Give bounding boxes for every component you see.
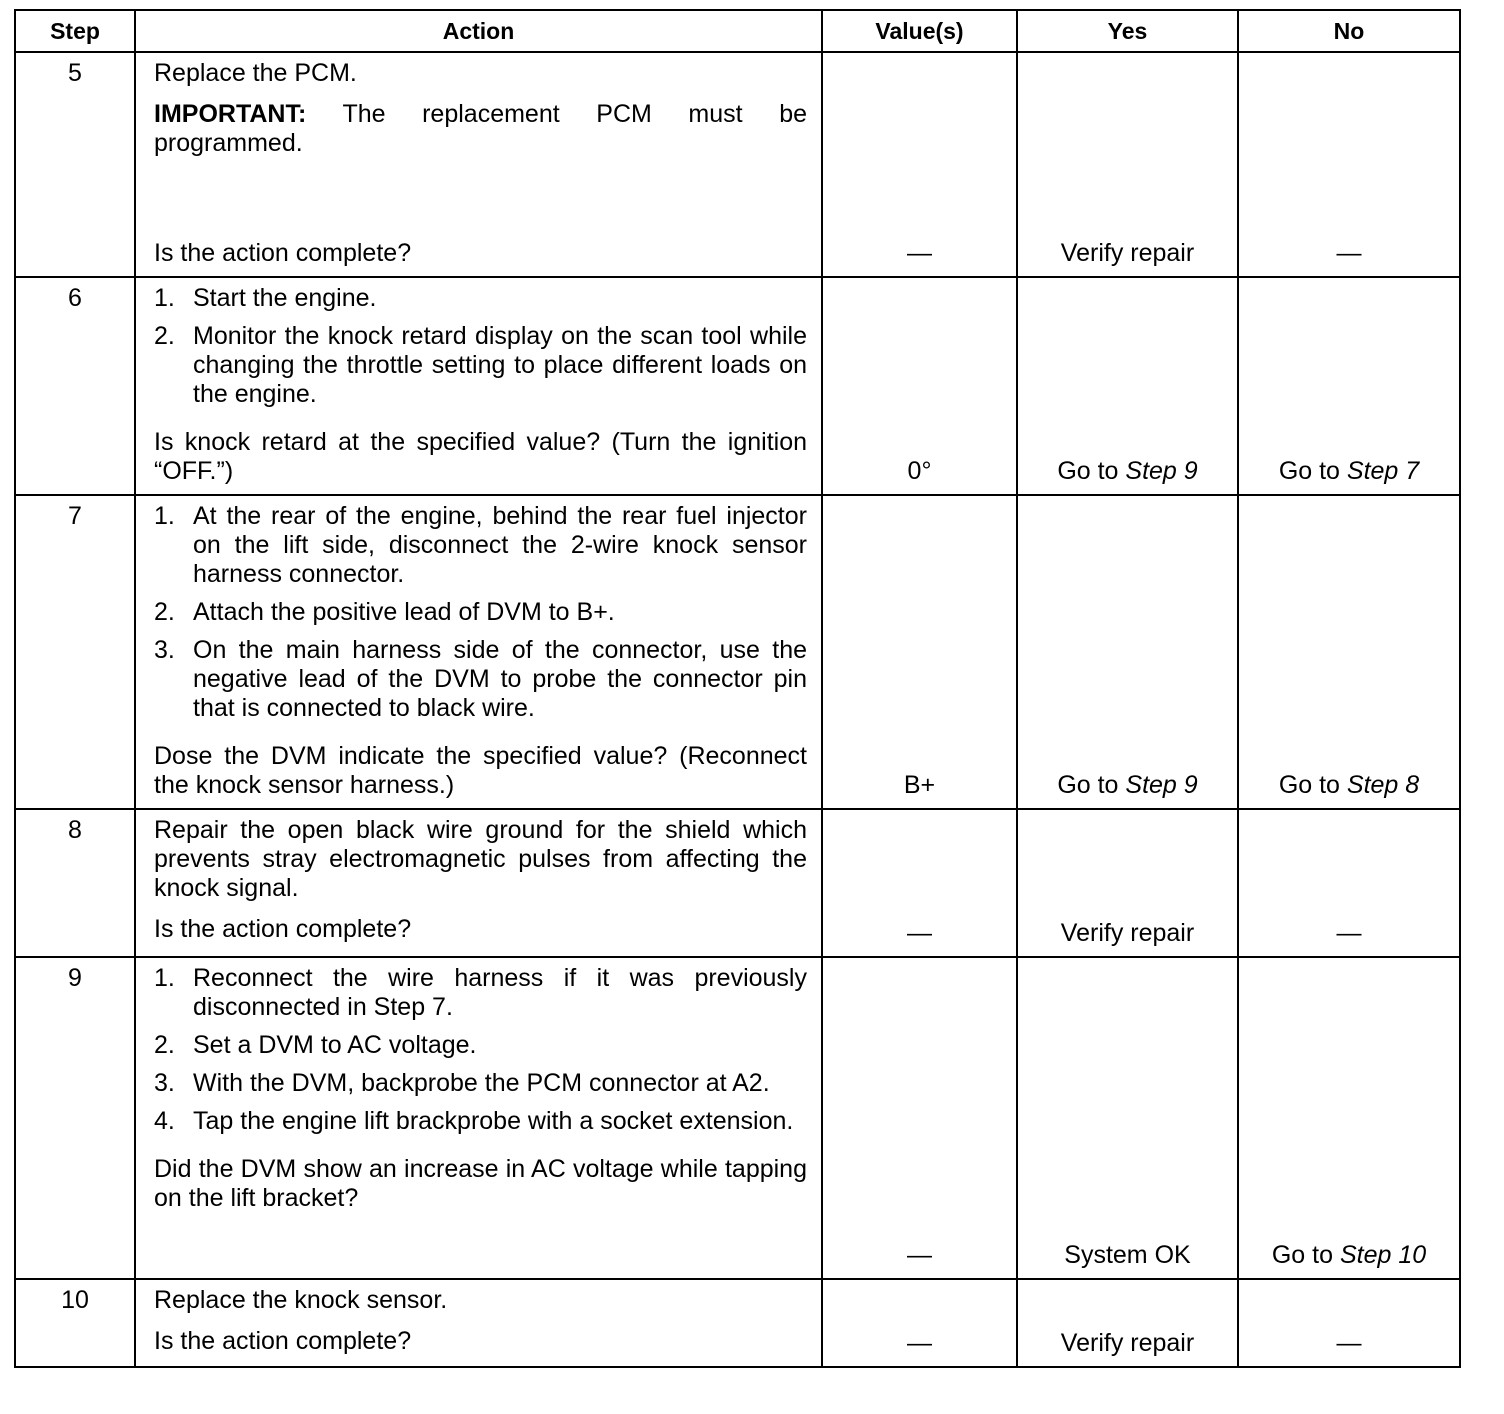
value-cell: — bbox=[822, 957, 1017, 1279]
step-reference: Step 8 bbox=[1346, 771, 1420, 799]
table-row bbox=[15, 277, 1460, 495]
yes-cell: Go to Step 9 bbox=[1017, 277, 1238, 495]
value-cell: B+ bbox=[822, 495, 1017, 809]
action-question: Is the action complete? bbox=[154, 915, 412, 943]
step-number: 8 bbox=[15, 809, 135, 957]
no-cell: Go to Step 7 bbox=[1238, 277, 1460, 495]
step-number: 7 bbox=[15, 495, 135, 809]
list-item: 4. Tap the engine lift brackprobe with a socket extension. bbox=[154, 1107, 794, 1135]
no-cell: Go to Step 10 bbox=[1238, 957, 1460, 1279]
step-reference: Step 7 bbox=[1346, 457, 1420, 485]
table-row bbox=[15, 52, 1460, 277]
action-cell bbox=[135, 1279, 822, 1367]
action-question: Is knock retard at the specified value? (Turn the ignition “OFF.”) bbox=[154, 428, 807, 485]
header-action: Action bbox=[135, 10, 822, 52]
list-item: 1. At the rear of the engine, behind the rear fuel injector on the lift side, disconnect the 2-wire knock sensor harness connector. bbox=[154, 502, 807, 588]
important-label: IMPORTANT: bbox=[154, 100, 307, 128]
list-item: 2. Attach the positive lead of DVM to B+. bbox=[154, 598, 615, 626]
list-item: 1. Reconnect the wire harness if it was previously disconnected in Step 7. bbox=[154, 964, 807, 1021]
table-row bbox=[15, 495, 1460, 809]
action-cell bbox=[135, 495, 822, 809]
header-yes: Yes bbox=[1017, 10, 1238, 52]
header-values: Value(s) bbox=[822, 10, 1017, 52]
list-item: 3. With the DVM, backprobe the PCM connector at A2. bbox=[154, 1069, 770, 1097]
value-cell: — bbox=[822, 809, 1017, 957]
action-lead: Replace the knock sensor. bbox=[154, 1286, 448, 1314]
step-number: 9 bbox=[15, 957, 135, 1279]
no-cell: — bbox=[1238, 52, 1460, 277]
list-item: 2. Set a DVM to AC voltage. bbox=[154, 1031, 477, 1059]
list-item: 1. Start the engine. bbox=[154, 284, 377, 312]
diagnostic-table bbox=[14, 9, 1461, 1368]
yes-cell: Verify repair bbox=[1017, 1279, 1238, 1367]
no-cell: — bbox=[1238, 809, 1460, 957]
no-cell: — bbox=[1238, 1279, 1460, 1367]
value-cell: 0° bbox=[822, 277, 1017, 495]
important-note bbox=[154, 100, 807, 158]
header-row bbox=[15, 10, 1460, 52]
step-number: 5 bbox=[15, 52, 135, 277]
list-item: 3. On the main harness side of the connector, use the negative lead of the DVM to probe the connector pin that is connected to black wire. bbox=[154, 636, 807, 722]
action-question: Dose the DVM indicate the specified value? (Reconnect the knock sensor harness.) bbox=[154, 742, 807, 799]
action-question: Did the DVM show an increase in AC voltage while tapping on the lift bracket? bbox=[154, 1155, 807, 1212]
list-item: 2. Monitor the knock retard display on the scan tool while changing the throttle setting to place different loads on the engine. bbox=[154, 322, 807, 408]
header-no: No bbox=[1238, 10, 1460, 52]
value-cell: — bbox=[822, 1279, 1017, 1367]
table-row bbox=[15, 809, 1460, 957]
table-row bbox=[15, 957, 1460, 1279]
important-text: The replacement PCM must be programmed. bbox=[154, 100, 807, 157]
header-step: Step bbox=[15, 10, 135, 52]
action-lead: Repair the open black wire ground for the shield which prevents stray electromagnetic pulses from affecting the knock signal. bbox=[154, 816, 807, 902]
action-lead: Replace the PCM. bbox=[154, 59, 357, 87]
no-cell: Go to Step 8 bbox=[1238, 495, 1460, 809]
step-reference: Step 9 bbox=[1125, 457, 1198, 485]
step-reference: Step 10 bbox=[1339, 1241, 1427, 1269]
yes-cell: Go to Step 9 bbox=[1017, 495, 1238, 809]
action-cell bbox=[135, 52, 822, 277]
action-steps-list bbox=[154, 964, 807, 1145]
action-question: Is the action complete? bbox=[154, 1327, 412, 1355]
yes-cell: System OK bbox=[1017, 957, 1238, 1279]
action-cell bbox=[135, 277, 822, 495]
action-question: Is the action complete? bbox=[154, 239, 412, 267]
action-cell bbox=[135, 957, 822, 1279]
action-steps-list bbox=[154, 284, 807, 418]
step-reference: Step 9 bbox=[1125, 771, 1198, 799]
step-number: 6 bbox=[15, 277, 135, 495]
action-steps-list bbox=[154, 502, 807, 732]
value-cell: — bbox=[822, 52, 1017, 277]
yes-cell: Verify repair bbox=[1017, 809, 1238, 957]
table-row bbox=[15, 1279, 1460, 1367]
action-cell bbox=[135, 809, 822, 957]
step-number: 10 bbox=[15, 1279, 135, 1367]
yes-cell: Verify repair bbox=[1017, 52, 1238, 277]
